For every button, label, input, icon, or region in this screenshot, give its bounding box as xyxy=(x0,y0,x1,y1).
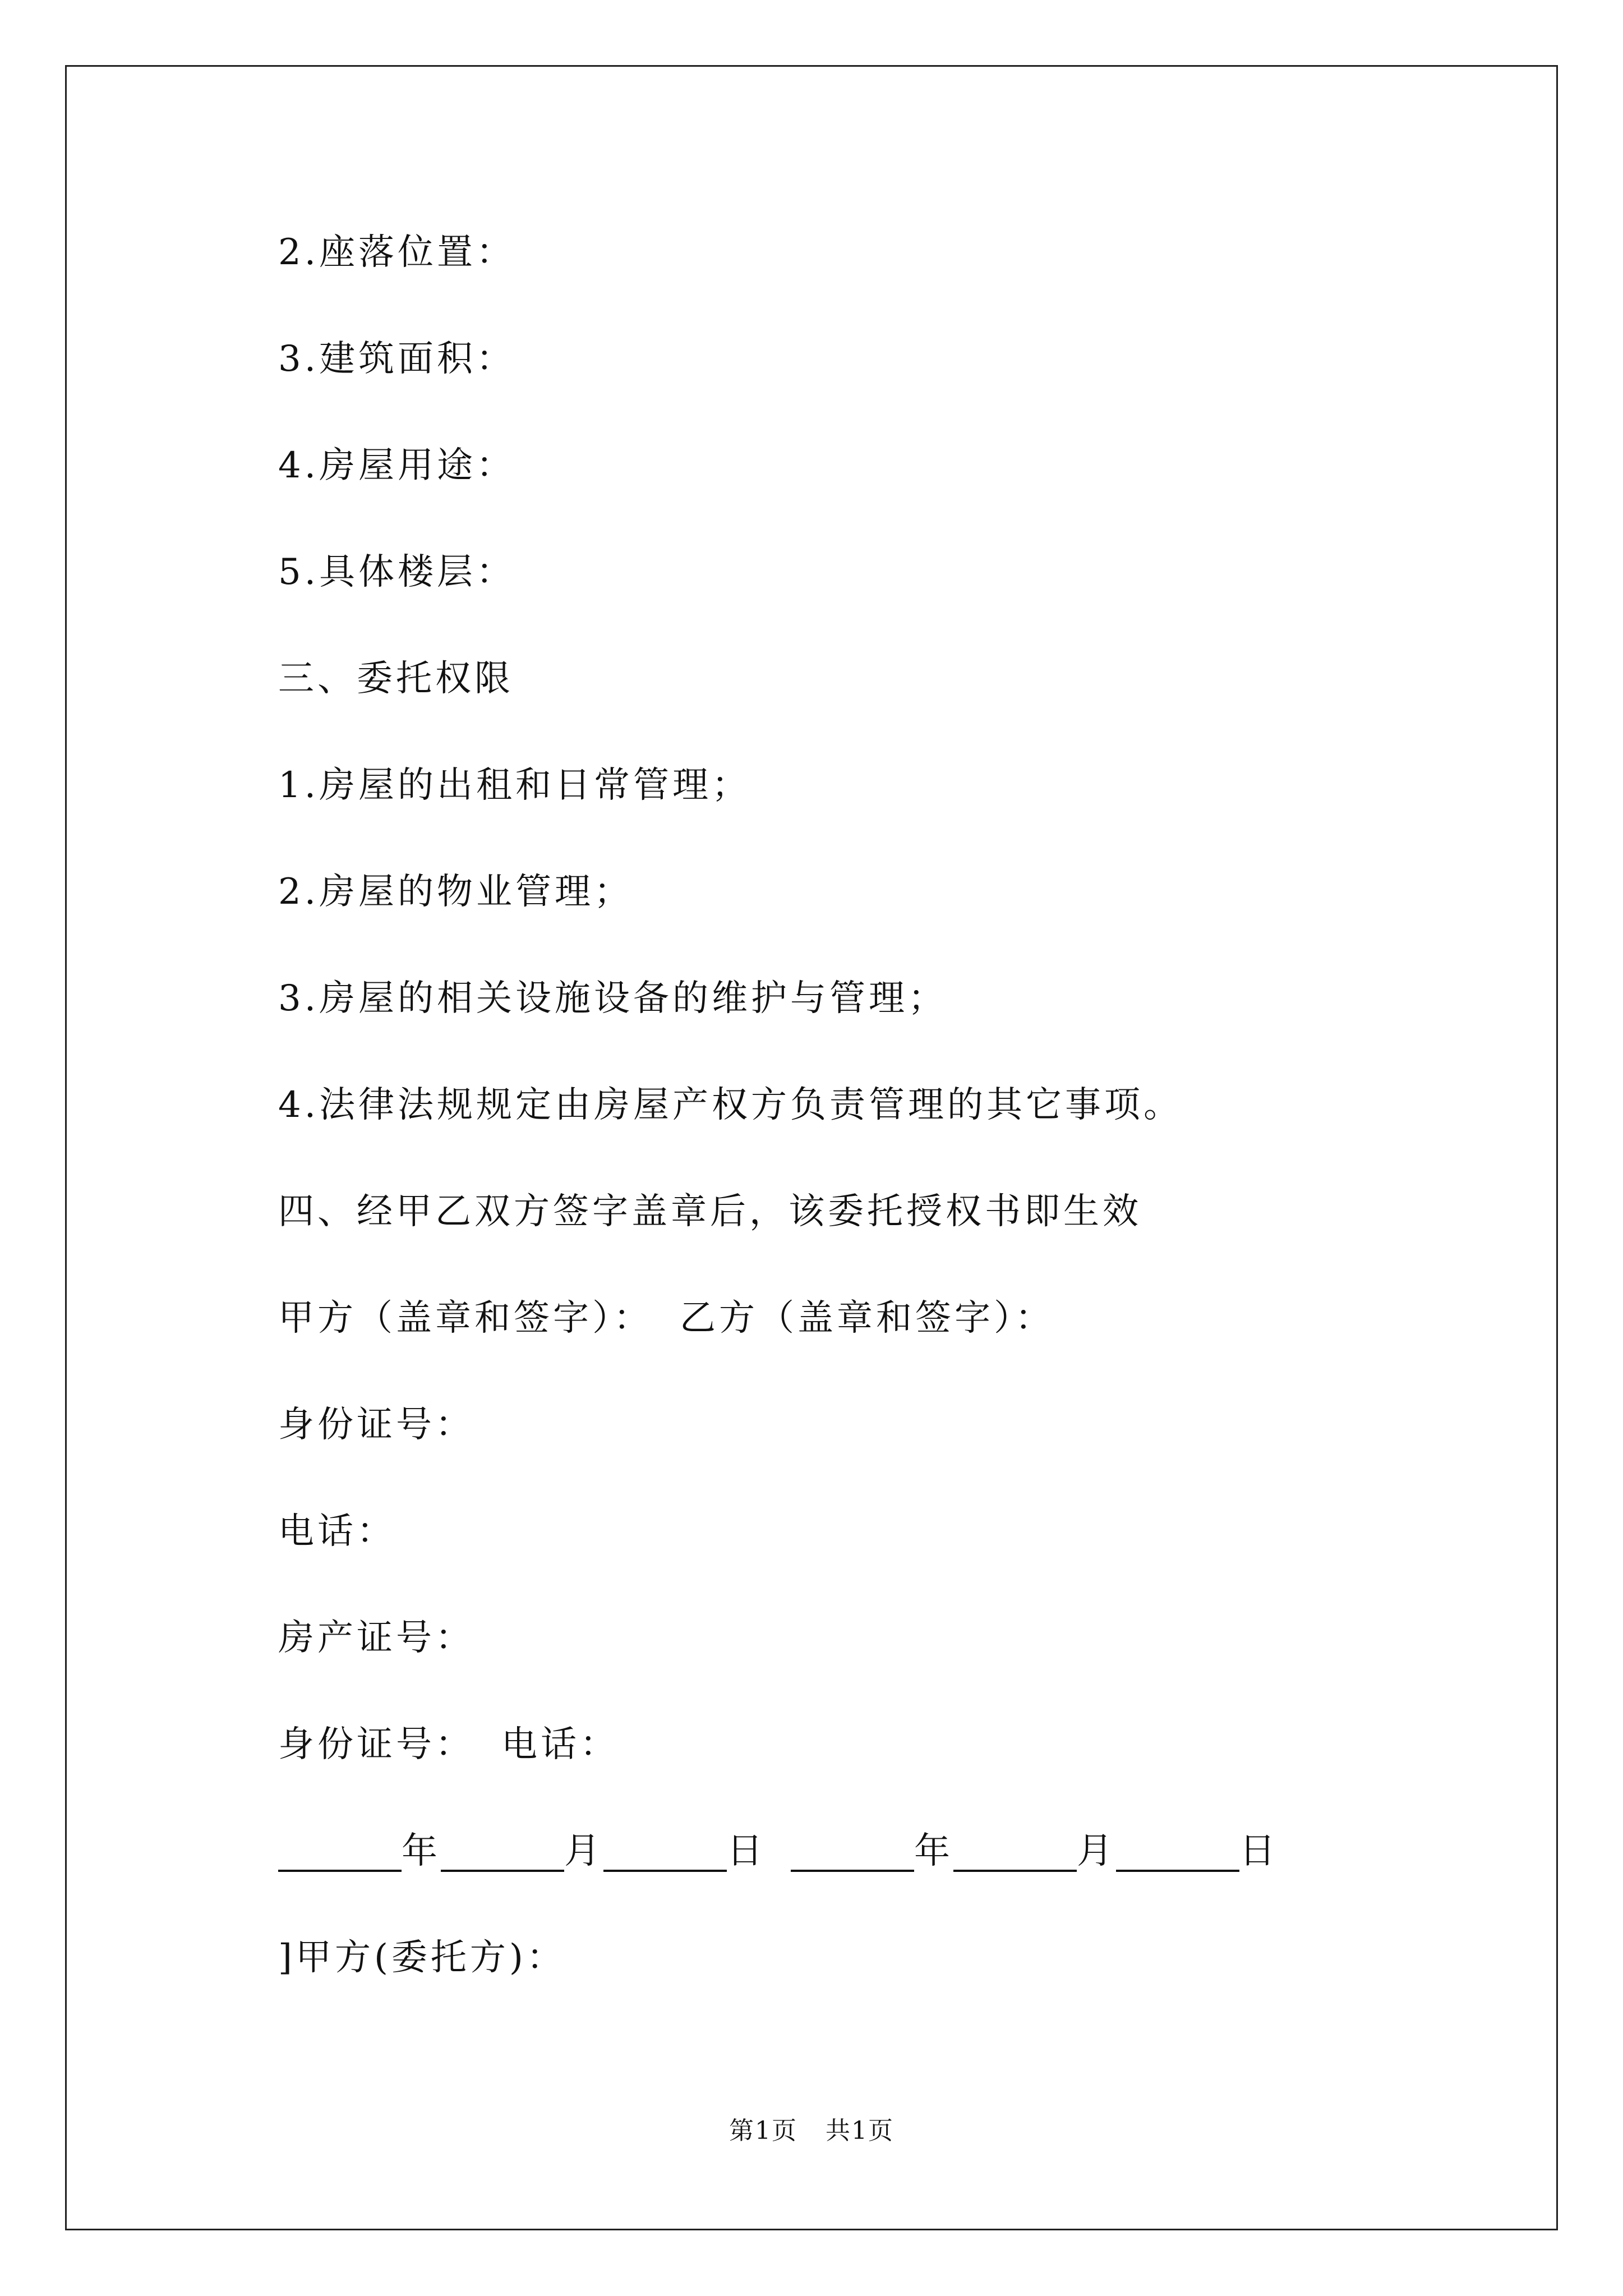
text-line: 4.房屋用途： xyxy=(278,445,516,486)
phone-label: 电话： xyxy=(501,1724,619,1765)
year-blank xyxy=(791,1829,914,1872)
month-blank xyxy=(953,1829,1077,1872)
text-line: 4.法律法规规定由房屋产权方负责管理的其它事项。 xyxy=(278,1084,1183,1126)
text-line: 5.具体楼层： xyxy=(278,551,516,593)
year-label: 年 xyxy=(914,1830,953,1872)
text-line: 2.座落位置： xyxy=(278,232,516,273)
id-number-label: 身份证号： xyxy=(278,1404,474,1446)
party-a-label: 甲方（盖章和签字）： xyxy=(278,1297,653,1339)
signature-line xyxy=(278,1287,1484,1394)
day-blank xyxy=(603,1829,727,1872)
year-blank xyxy=(278,1829,402,1872)
month-label: 月 xyxy=(1077,1830,1116,1872)
document-body xyxy=(278,222,1484,2033)
text-line: 3.建筑面积： xyxy=(278,338,516,380)
page-total: 共1页 xyxy=(826,2116,894,2145)
id-phone-line xyxy=(278,1714,1484,1820)
party-b-label: 乙方（盖章和签字）： xyxy=(680,1297,1054,1339)
section-heading: 三、委托权限 xyxy=(278,658,514,700)
day-label: 日 xyxy=(1239,1830,1279,1872)
section-heading: 四、经甲乙双方签字盖章后，该委托授权书即生效 xyxy=(278,1191,1142,1232)
month-blank xyxy=(441,1829,564,1872)
property-cert-label: 房产证号： xyxy=(278,1617,474,1659)
text-line: ]甲方(委托方)： xyxy=(278,1937,566,1978)
month-label: 月 xyxy=(564,1830,603,1872)
day-label: 日 xyxy=(727,1830,766,1872)
text-line: 3.房屋的相关设施设备的维护与管理； xyxy=(278,978,948,1019)
page-footer xyxy=(0,2110,1623,2146)
id-number-label: 身份证号： xyxy=(278,1724,474,1765)
date-line xyxy=(278,1820,1484,1927)
year-label: 年 xyxy=(402,1830,441,1872)
text-line: 1.房屋的出租和日常管理； xyxy=(278,765,751,806)
phone-label: 电话： xyxy=(278,1511,396,1552)
page-number: 第1页 xyxy=(729,2116,797,2145)
text-line: 2.房屋的物业管理； xyxy=(278,871,634,913)
day-blank xyxy=(1116,1829,1239,1872)
